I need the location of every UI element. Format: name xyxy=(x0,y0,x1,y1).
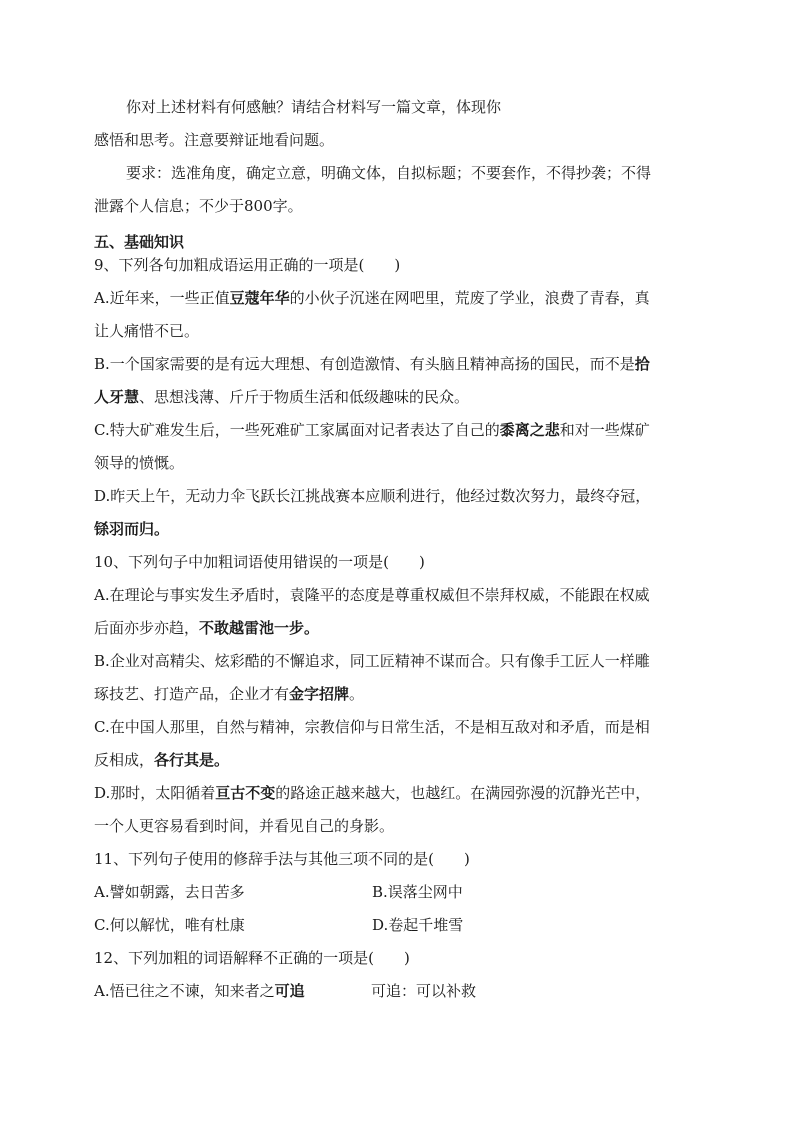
q11-options-row-1 xyxy=(94,882,704,902)
q10-option-d-line-1: D.那时，太阳循着亘古不变的路途正越来越大，也越红。在满园弥漫的沉静光芒中， xyxy=(94,784,651,802)
writing-requirements-line-2: 泄露个人信息；不少于800字。 xyxy=(94,197,303,215)
q9-option-c-line-1: C.特大矿难发生后，一些死难矿工家属面对记者表达了自己的黍离之悲和对一些煤矿 xyxy=(94,421,650,439)
q9-option-c-line-2: 领导的愤慨。 xyxy=(94,454,185,472)
writing-prompt-line-1: 你对上述材料有何感触？请结合材料写一篇文章，体现你 xyxy=(126,98,502,116)
q9-option-a-line-2: 让人痛惜不已。 xyxy=(94,322,200,340)
q11-option-b: B.误落尘网中 xyxy=(372,883,463,901)
q9-option-d-line-2 xyxy=(94,519,704,539)
q10-option-b-line-2: 琢技艺、打造产品，企业才有金字招牌。 xyxy=(94,685,365,703)
q10-option-a-line-2: 后面亦步亦趋，不敢越雷池一步。 xyxy=(94,619,320,637)
q12-option-a: A.悟已往之不谏，知来者之可追 可追：可以补救 xyxy=(94,982,477,1000)
q11-option-a: A.譬如朝露，去日苦多 xyxy=(94,883,245,901)
q10-option-c-line-2: 反相成，各行其是。 xyxy=(94,751,230,769)
q10-a-bold-term: 不敢越雷池一步。 xyxy=(199,619,320,637)
q9-option-d-line-1: D.昨天上午，无动力伞飞跃长江挑战赛本应顺利进行，他经过数次努力，最终夺冠， xyxy=(94,487,651,505)
writing-prompt-line-2: 感悟和思考。注意要辩证地看问题。 xyxy=(94,131,335,149)
q10-b-bold-term: 金字招牌 xyxy=(289,685,350,703)
q10-stem: 10、下列句子中加粗词语使用错误的一项是( ) xyxy=(94,553,425,571)
q9-option-b-line-1: B.一个国家需要的是有远大理想、有创造激情、有头脑且精神高扬的国民，而不是拾 xyxy=(94,355,650,373)
q12-a-gloss: 可追：可以补救 xyxy=(371,982,477,1000)
writing-requirements-line-1: 要求：选准角度，确定立意，明确文体，自拟标题；不要套作，不得抄袭；不得 xyxy=(126,164,652,182)
q9-stem: 9、下列各句加粗成语运用正确的一项是( ) xyxy=(94,256,401,274)
section-title: 五、基础知识 xyxy=(94,233,185,251)
q11-option-d: D.卷起千堆雪 xyxy=(372,916,464,934)
q10-option-c-line-1: C.在中国人那里，自然与精神，宗教信仰与日常生活，不是相互敌对和矛盾，而是相 xyxy=(94,718,650,736)
q9-option-a-line-1: A.近年来，一些正值豆蔻年华的小伙子沉迷在网吧里，荒废了学业，浪费了青春，真 xyxy=(94,289,650,307)
q11-stem: 11、下列句子使用的修辞手法与其他三项不同的是( ) xyxy=(94,850,470,868)
q9-c-bold-term: 黍离之悲 xyxy=(499,421,560,439)
q9-a-bold-term: 豆蔻年华 xyxy=(229,289,290,307)
q10-option-b-line-1: B.企业对高精尖、炫彩酷的不懈追求，同工匠精神不谋而合。只有像手工匠人一样雕 xyxy=(94,652,650,670)
q12-a-bold-term: 可追 xyxy=(274,982,305,1000)
q9-option-b-line-2: 人牙慧、思想浅薄、斤斤于物质生活和低级趣味的民众。 xyxy=(94,388,470,406)
q11-options-row-2 xyxy=(94,915,704,935)
q10-option-d-line-2: 一个人更容易看到时间，并看见自己的身影。 xyxy=(94,817,395,835)
q9-b-bold-term-start: 拾 xyxy=(634,355,650,373)
q9-b-bold-term-end: 人牙慧 xyxy=(94,388,140,406)
q9-d-bold-term: 铩羽而归。 xyxy=(94,520,170,538)
q10-d-bold-term: 亘古不变 xyxy=(215,784,276,802)
q12-stem: 12、下列加粗的词语解释不正确的一项是( ) xyxy=(94,949,410,967)
q10-c-bold-term: 各行其是。 xyxy=(154,751,230,769)
q11-option-c: C.何以解忧，唯有杜康 xyxy=(94,916,245,934)
q10-option-a-line-1: A.在理论与事实发生矛盾时，袁隆平的态度是尊重权威但不崇拜权威，不能跟在权威 xyxy=(94,586,650,604)
